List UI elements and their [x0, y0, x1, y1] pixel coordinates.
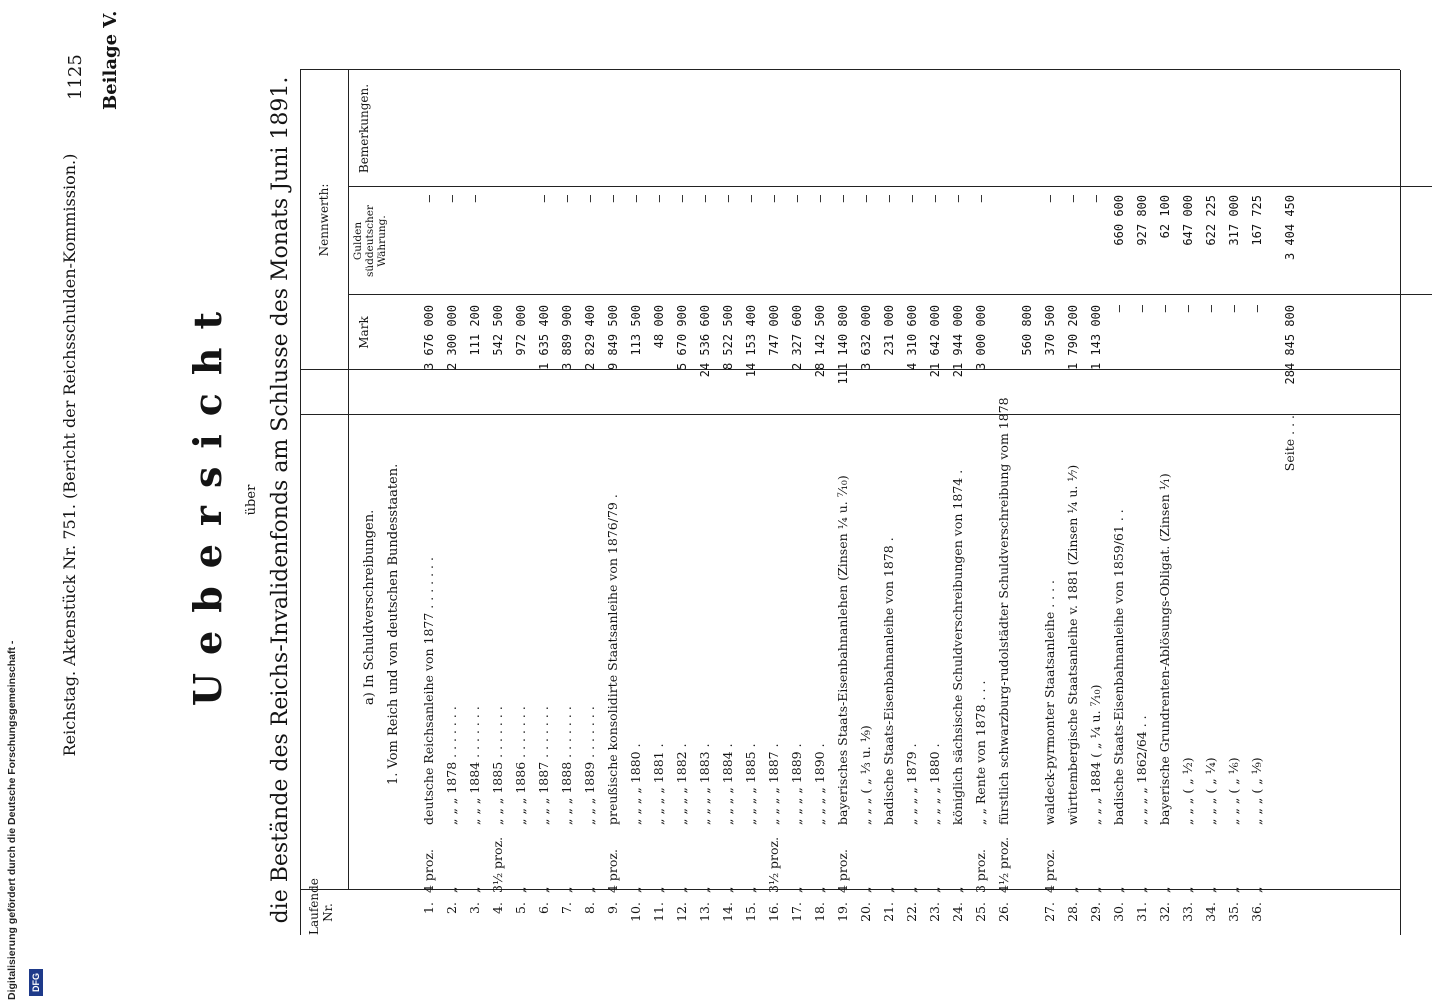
- row-description: „ „ „ „ 1890 .: [812, 743, 827, 825]
- row-number: 32.: [1157, 902, 1172, 922]
- row-rate: „: [513, 886, 528, 893]
- row-number: 28.: [1065, 902, 1080, 922]
- row-rate: „: [1157, 886, 1172, 893]
- row-gulden-value: —: [790, 195, 804, 203]
- row-number: 8.: [582, 902, 597, 914]
- row-rate: 4½ proz.: [996, 836, 1011, 893]
- row-rate: 4 proz.: [835, 849, 850, 893]
- row-gulden-value: 622 225: [1204, 195, 1218, 246]
- row-gulden-value: —: [422, 195, 436, 203]
- row-number: 23.: [927, 902, 942, 922]
- row-mark-value: 2 327 600: [790, 305, 804, 371]
- row-number: 29.: [1088, 902, 1103, 922]
- row-number: 14.: [720, 902, 735, 922]
- row-rate: „: [1065, 886, 1080, 893]
- row-description: „ „ „ „ 1887 .: [766, 743, 781, 825]
- row-gulden-value: 62 100: [1158, 195, 1172, 239]
- table-row: [604, 70, 622, 935]
- table-row: [788, 70, 806, 935]
- table-row: [1248, 70, 1266, 935]
- row-gulden-value: —: [468, 195, 482, 203]
- row-rate: „: [1180, 886, 1195, 893]
- row-description: „ „ „ „ 1881 .: [651, 743, 666, 825]
- row-number: 9.: [605, 902, 620, 914]
- row-mark-value: 370 500: [1043, 305, 1057, 356]
- header-gulden: Gulden süddeutscher Währung.: [352, 204, 389, 278]
- row-number: 21.: [881, 902, 896, 922]
- row-mark-value: 1 143 000: [1089, 305, 1103, 371]
- row-mark-value: 2 300 000: [445, 305, 459, 371]
- row-rate: „: [1111, 886, 1126, 893]
- row-rate: „: [1088, 886, 1103, 893]
- row-mark-value: 9 849 500: [606, 305, 620, 371]
- total-gulden: 3 404 450: [1283, 195, 1297, 261]
- row-rate: „: [812, 886, 827, 893]
- row-rate: „: [536, 886, 551, 893]
- row-mark-value: 1 635 400: [537, 305, 551, 371]
- row-number: 30.: [1111, 902, 1126, 922]
- row-number: 18.: [812, 902, 827, 922]
- row-gulden-value: —: [560, 195, 574, 203]
- row-description: badische Staats-Eisenbahnanleihe von 1859/61 . .: [1111, 509, 1126, 825]
- row-description: „ „ „ 1885 . . . . . . .: [490, 706, 505, 825]
- row-description: „ „ „ „ 1889 .: [789, 743, 804, 825]
- table-row: [949, 70, 967, 935]
- header-mark: Mark: [357, 316, 371, 349]
- row-gulden-value: 317 000: [1227, 195, 1241, 246]
- row-number: 20.: [858, 902, 873, 922]
- row-number: 16.: [766, 902, 781, 922]
- table-row: [1041, 70, 1059, 935]
- row-gulden-value: 647 000: [1181, 195, 1195, 246]
- row-description: waldeck-pyrmonter Staatsanleihe . . . .: [1042, 579, 1057, 825]
- row-description: „ „ „ „ 1882 .: [674, 743, 689, 825]
- row-description: bayerisches Staats-Eisenbahnanlehen (Zinsen ¼ u. ⁷⁄₁₀): [835, 475, 850, 825]
- row-mark-value: 8 522 500: [721, 305, 735, 371]
- table-row: [1064, 70, 1082, 935]
- row-number: 12.: [674, 902, 689, 922]
- table-row: [926, 70, 944, 935]
- row-number: 11.: [651, 902, 666, 922]
- row-mark-value: 113 500: [629, 305, 643, 356]
- row-rate: 4 proz.: [1042, 849, 1057, 893]
- row-description: „ „ „ 1884 ( „ ¹⁄₄ u. ⁷⁄₁₀): [1088, 684, 1103, 825]
- row-number: 31.: [1134, 902, 1149, 922]
- row-gulden-value: —: [1043, 195, 1057, 203]
- row-rate: 4 proz.: [421, 849, 436, 893]
- row-rate: „: [904, 886, 919, 893]
- table-row: [1179, 70, 1197, 935]
- row-gulden-value: —: [859, 195, 873, 203]
- table-row: [857, 70, 875, 935]
- row-rate: „: [582, 886, 597, 893]
- row-description: „ „ „ ( „ ¹⁄₉): [1249, 757, 1264, 825]
- row-gulden-value: —: [537, 195, 551, 203]
- title-main: Uebersicht: [185, 293, 230, 707]
- row-number: 15.: [743, 902, 758, 922]
- row-number: 6.: [536, 902, 551, 914]
- row-mark-value: 542 500: [491, 305, 505, 356]
- row-gulden-value: —: [744, 195, 758, 203]
- row-rate: „: [927, 886, 942, 893]
- row-description: „ „ „ „ 1884 .: [720, 743, 735, 825]
- row-gulden-value: —: [974, 195, 988, 203]
- row-gulden-value: —: [698, 195, 712, 203]
- header-nennwerth: Nennwerth:: [317, 183, 331, 257]
- row-mark-value: 747 000: [767, 305, 781, 356]
- running-title: Reichstag. Aktenstück Nr. 751. (Bericht der Reichsschulden-Kommission.): [60, 153, 79, 757]
- row-description: „ „ „ 1888 . . . . . . .: [559, 706, 574, 825]
- table-row: [443, 70, 461, 935]
- table-row: [742, 70, 760, 935]
- table-row: [880, 70, 898, 935]
- row-gulden-value: —: [1089, 195, 1103, 203]
- row-mark-value: 1 790 200: [1066, 305, 1080, 371]
- row-description: „ „ „ 1889 . . . . . . .: [582, 706, 597, 825]
- row-rate: „: [1249, 886, 1264, 893]
- row-rate: „: [1134, 886, 1149, 893]
- table-row: [1225, 70, 1243, 935]
- row-gulden-value: —: [951, 195, 965, 203]
- row-rate: „: [720, 886, 735, 893]
- table-row: [696, 70, 714, 935]
- digitization-text: Digitalisierung gefördert durch die Deutsche Forschungsgemeinschaft -: [6, 640, 18, 1000]
- row-mark-value: 4 310 600: [905, 305, 919, 371]
- row-number: 25.: [973, 902, 988, 922]
- row-number: 5.: [513, 902, 528, 914]
- row-description: „ „ „ ( „ ¹⁄₆): [1226, 757, 1241, 825]
- table-row: [558, 70, 576, 935]
- row-gulden-value: —: [629, 195, 643, 203]
- title-ueber: über: [244, 484, 259, 516]
- row-mark-value: 14 153 400: [744, 305, 758, 378]
- table-row: [765, 70, 783, 935]
- total-mark: 284 845 800: [1283, 305, 1297, 385]
- row-mark-value: 3 632 000: [859, 305, 873, 371]
- table-row: [834, 70, 852, 935]
- row-number: 26.: [996, 902, 1011, 922]
- row-gulden-value: 927 800: [1135, 195, 1149, 246]
- row-rate: 3½ proz.: [766, 836, 781, 893]
- row-description: „ „ Rente von 1878 . . .: [973, 680, 988, 825]
- table-row: [627, 70, 645, 935]
- row-number: 27.: [1042, 902, 1057, 922]
- total-label: Seite . . .: [1282, 415, 1297, 472]
- row-mark-value: 48 000: [652, 305, 666, 349]
- row-gulden-value: —: [583, 195, 597, 203]
- row-gulden-value: 660 600: [1112, 195, 1126, 246]
- row-mark-value: 2 829 400: [583, 305, 597, 371]
- row-gulden-value: —: [445, 195, 459, 203]
- section-a-heading: a) In Schuldverschreibungen.: [362, 509, 377, 705]
- row-mark-value: 111 140 800: [836, 305, 850, 385]
- row-mark-value: —: [1204, 305, 1218, 313]
- table-row: [1133, 70, 1151, 935]
- row-mark-value: —: [1158, 305, 1172, 313]
- section-1-heading: 1. Vom Reich und von deutschen Bundesstaaten.: [386, 463, 401, 785]
- row-rate: „: [674, 886, 689, 893]
- row-number: 34.: [1203, 902, 1218, 922]
- header-bemerkungen: Bemerkungen.: [357, 83, 371, 174]
- row-number: 7.: [559, 902, 574, 914]
- row-rate: „: [950, 886, 965, 893]
- row-mark-value: —: [1112, 305, 1126, 313]
- row-description: preußische konsolidirte Staatsanleihe von 1876/79 .: [605, 494, 620, 825]
- row-gulden-value: 167 725: [1250, 195, 1264, 246]
- row-mark-value: 3 889 900: [560, 305, 574, 371]
- row-rate: „: [743, 886, 758, 893]
- table-row: [1156, 70, 1174, 935]
- row-mark-value: 21 944 000: [951, 305, 965, 378]
- row-mark-value: 24 536 600: [698, 305, 712, 378]
- row-gulden-value: —: [905, 195, 919, 203]
- row-rate: „: [697, 886, 712, 893]
- row-number: 2.: [444, 902, 459, 914]
- row-number: 13.: [697, 902, 712, 922]
- row-number: 10.: [628, 902, 643, 922]
- table-row: [903, 70, 921, 935]
- table-row: [420, 70, 438, 935]
- row-rate: „: [444, 886, 459, 893]
- row-description: „ „ „ „ 1880 .: [927, 743, 942, 825]
- row-gulden-value: —: [675, 195, 689, 203]
- row-description: „ „ „ „ 1880 .: [628, 743, 643, 825]
- page-number: 1125: [65, 54, 86, 100]
- table-row: [512, 70, 530, 935]
- row-gulden-value: —: [721, 195, 735, 203]
- header-laufende-nr: Laufende Nr.: [307, 878, 335, 935]
- row-description: württembergische Staatsanleihe v. 1881 (Zinsen ¹⁄₄ u. ¹⁄₇): [1065, 464, 1080, 825]
- row-rate: „: [467, 886, 482, 893]
- table-row: [581, 70, 599, 935]
- row-mark-value: —: [1250, 305, 1264, 313]
- row-description: „ „ „ „ 1885 .: [743, 743, 758, 825]
- row-gulden-value: —: [882, 195, 896, 203]
- row-rate: „: [881, 886, 896, 893]
- row-description: badische Staats-Eisenbahnanleihe von 1878 .: [881, 537, 896, 825]
- row-gulden-value: —: [836, 195, 850, 203]
- table-row: [650, 70, 668, 935]
- table-row: [489, 70, 507, 935]
- row-description: „ „ „ „ 1862/64 . .: [1134, 715, 1149, 825]
- row-number: 33.: [1180, 902, 1195, 922]
- row-gulden-value: —: [1066, 195, 1080, 203]
- table-row: [1202, 70, 1220, 935]
- table-row: [811, 70, 829, 935]
- row-description: „ „ „ 1886 . . . . . . .: [513, 706, 528, 825]
- beilage-label: Beilage V.: [100, 10, 121, 110]
- row-rate: „: [1203, 886, 1218, 893]
- row-description: „ „ „ „ 1879 .: [904, 743, 919, 825]
- row-number: 3.: [467, 902, 482, 914]
- row-number: 35.: [1226, 902, 1241, 922]
- row-mark-value: —: [1135, 305, 1149, 313]
- table-row: [1087, 70, 1105, 935]
- row-mark-value: —: [1181, 305, 1195, 313]
- row-description: „ „ „ ( „ ¹⁄₂): [1180, 757, 1195, 825]
- row-rate: „: [858, 886, 873, 893]
- row-description: königlich sächsische Schuldverschreibungen von 1874 .: [950, 469, 965, 825]
- row-mark-value: —: [1227, 305, 1241, 313]
- row-description: „ „ „ 1878 . . . . . . .: [444, 706, 459, 825]
- row-description: deutsche Reichsanleihe von 1877 . . . . . . .: [421, 557, 436, 825]
- table-row: [1018, 70, 1036, 935]
- table-row: [673, 70, 691, 935]
- title-subject: die Bestände des Reichs-Invalidenfonds am Schlusse des Monats Juni 1891.: [268, 76, 293, 924]
- total-row: [1281, 70, 1299, 935]
- row-number: 17.: [789, 902, 804, 922]
- table-row: [719, 70, 737, 935]
- row-description: fürstlich schwarzburg-rudolstädter Schuldverschreibung vom 1878: [996, 397, 1011, 825]
- table-row: [535, 70, 553, 935]
- row-gulden-value: —: [652, 195, 666, 203]
- table-row: [466, 70, 484, 935]
- row-description: „ „ „ 1884 . . . . . . .: [467, 706, 482, 825]
- row-rate: 3½ proz.: [490, 836, 505, 893]
- row-description: „ „ „ „ 1883 .: [697, 743, 712, 825]
- row-mark-value: 28 142 500: [813, 305, 827, 378]
- row-mark-value: 972 000: [514, 305, 528, 356]
- row-description: bayerische Grundrenten-Ablösungs-Obligat. (Zinsen ¹⁄₁): [1157, 473, 1172, 825]
- row-gulden-value: —: [606, 195, 620, 203]
- row-gulden-value: —: [813, 195, 827, 203]
- row-rate: „: [1226, 886, 1241, 893]
- row-number: 22.: [904, 902, 919, 922]
- row-rate: „: [559, 886, 574, 893]
- row-mark-value: 5 670 900: [675, 305, 689, 371]
- row-description: „ „ „ 1887 . . . . . . .: [536, 706, 551, 825]
- row-rate: 4 proz.: [605, 849, 620, 893]
- row-number: 1.: [421, 902, 436, 914]
- row-mark-value: 21 642 000: [928, 305, 942, 378]
- row-mark-value: 3 000 000: [974, 305, 988, 371]
- table-row: [995, 70, 1013, 935]
- row-description: „ „ „ ( „ ¹⁄₃ u. ¹⁄₉): [858, 725, 873, 825]
- row-number: 4.: [490, 902, 505, 914]
- row-description: „ „ „ ( „ ¹⁄₄): [1203, 757, 1218, 825]
- row-rate: 3 proz.: [973, 849, 988, 893]
- row-mark-value: 111 200: [468, 305, 482, 356]
- row-rate: „: [789, 886, 804, 893]
- dfg-logo: DFG: [29, 969, 43, 996]
- row-mark-value: 3 676 000: [422, 305, 436, 371]
- row-gulden-value: —: [928, 195, 942, 203]
- row-rate: „: [628, 886, 643, 893]
- table-row: [1110, 70, 1128, 935]
- row-mark-value: 560 800: [1020, 305, 1034, 356]
- row-gulden-value: —: [767, 195, 781, 203]
- row-mark-value: 231 000: [882, 305, 896, 356]
- row-number: 19.: [835, 902, 850, 922]
- row-number: 36.: [1249, 902, 1264, 922]
- row-number: 24.: [950, 902, 965, 922]
- row-rate: „: [651, 886, 666, 893]
- table-row: [972, 70, 990, 935]
